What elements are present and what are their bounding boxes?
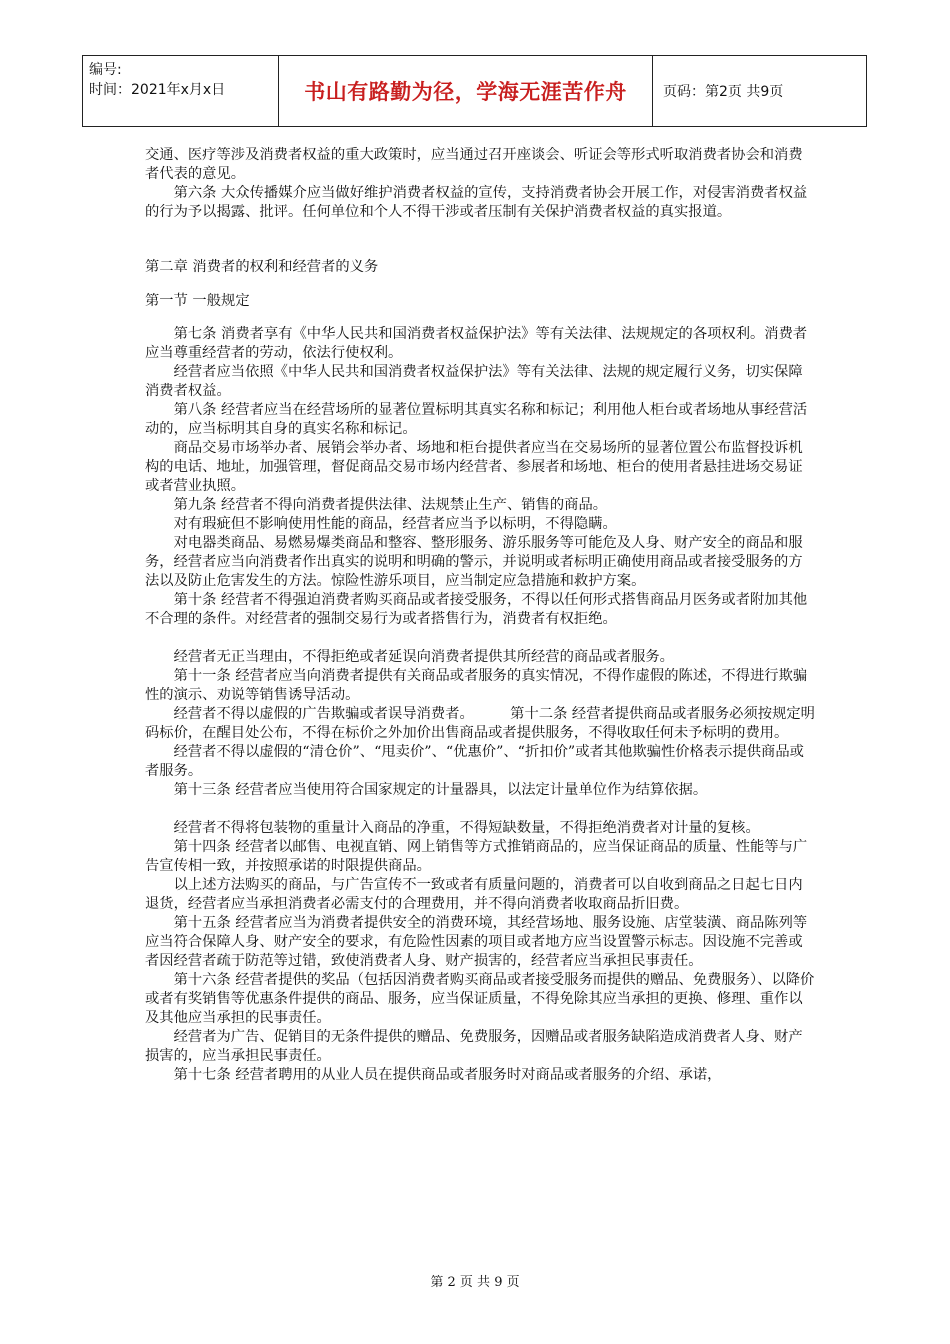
paragraph: 交通、医疗等涉及消费者权益的重大政策时，应当通过召开座谈会、听证会等形式听取消费者协会和消费者代表的意见。 (145, 147, 803, 182)
paragraph: 第十五条 经营者应当为消费者提供安全的消费环境，其经营场地、服务设施、店堂装潢、商品陈列等应当符合保障人身、财产安全的要求，有危险性因素的项目或者地方应当设置警示标志。因设施不完善或者因经营者疏于防范等过错，致使消费者人身、财产损害的，经营者应当承担民事责任。 (145, 915, 808, 969)
paragraph: 对有瑕疵但不影响使用性能的商品，经营者应当予以标明，不得隐瞒。 (173, 516, 617, 532)
paragraph: 第十三条 经营者应当使用符合国家规定的计量器具，以法定计量单位作为结算依据。 (173, 782, 708, 798)
paragraph: 第十条 经营者不得强迫消费者购买商品或者接受服务，不得以任何形式搭售商品月医务或者附加其他不合理的条件。对经营者的强制交易行为或者搭售行为，消费者有权拒绝。 (145, 592, 808, 627)
paragraph: 经营者不得将包装物的重量计入商品的净重，不得短缺数量，不得拒绝消费者对计量的复核。 (173, 820, 760, 836)
paragraph: 第六条 大众传播媒介应当做好维护消费者权益的宣传，支持消费者协会开展工作，对侵害消费者权益的行为予以揭露、批评。任何单位和个人不得干涉或者压制有关保护消费者权益的真实报道。 (145, 185, 808, 220)
header-meta (83, 56, 279, 126)
page-footer: 第 2 页 共 9 页 (430, 1275, 520, 1290)
paragraph: 经营者应当依照《中华人民共和国消费者权益保护法》等有关法律、法规的规定履行义务，切实保障消费者权益。 (145, 364, 803, 399)
paragraph: 第八条 经营者应当在经营场所的显著位置标明其真实名称和标记；利用他人柜台或者场地从事经营活动的，应当标明其自身的真实名称和标记。 (145, 402, 808, 437)
paragraph: 经营者无正当理由，不得拒绝或者延误向消费者提供其所经营的商品或者服务。 (173, 649, 674, 665)
paragraph: 以上述方法购买的商品，与广告宣传不一致或者有质量问题的，消费者可以自收到商品之日起七日内退货，经营者应当承担消费者必需支付的合理费用，并不得向消费者收取商品折旧费。 (145, 877, 803, 912)
section-heading: 第二章 消费者的权利和经营者的义务 (145, 259, 379, 275)
paragraph: 第九条 经营者不得向消费者提供法律、法规禁止生产、销售的商品。 (173, 497, 608, 513)
header-motto: 书山有路勤为径，学海无涯苦作舟 (279, 56, 653, 126)
paragraph: 对电器类商品、易燃易爆类商品和整容、整形服务、游乐服务等可能危及人身、财产安全的商品和服务，经营者应当向消费者作出真实的说明和明确的警示，并说明或者标明正确使用商品或者接受服务的方法以及防止危害发生的方法。惊险性游乐项目，应当制定应急措施和救护方案。 (145, 535, 803, 589)
paragraph: 经营者不得以虚假的“清仓价”、“甩卖价”、“优惠价”、“折扣价”或者其他欺骗性价格表示提供商品或者服务。 (145, 744, 804, 779)
paragraph: 经营者不得以虚假的广告欺骗或者误导消费者。 第十二条 经营者提供商品或者服务必须按规定明码标价，在醒目处公布，不得在标价之外加价出售商品或者提供服务，不得收取任何未予标明的费用。 (145, 706, 815, 741)
header-page-info: 页码：第2页 共9页 (663, 84, 784, 100)
paragraph: 第十四条 经营者以邮售、电视直销、网上销售等方式推销商品的，应当保证商品的质量、性能等与广告宣传相一致，并按照承诺的时限提供商品。 (145, 839, 808, 874)
paragraph: 第十七条 经营者聘用的从业人员在提供商品或者服务时对商品或者服务的介绍、承诺， (173, 1067, 722, 1083)
paragraph: 第七条 消费者享有《中华人民共和国消费者权益保护法》等有关法律、法规规定的各项权利。消费者应当尊重经营者的劳动，依法行使权利。 (145, 326, 808, 361)
header-table (82, 55, 867, 127)
paragraph: 第十六条 经营者提供的奖品（包括因消费者购买商品或者接受服务而提供的赠品、免费服务）、以降价或者有奖销售等优惠条件提供的商品、服务，应当保证质量，不得免除其应当承担的更换、修理、重作以及其他应当承担的民事责任。 (145, 972, 815, 1026)
time-label: 时间：2021年x月x日 (89, 82, 226, 98)
number-label: 编号: (89, 62, 122, 78)
paragraph: 第十一条 经营者应当向消费者提供有关商品或者服务的真实情况，不得作虚假的陈述，不得进行欺骗性的演示、劝说等销售诱导活动。 (145, 668, 808, 703)
section-heading: 第一节 一般规定 (145, 293, 250, 309)
paragraph: 商品交易市场举办者、展销会举办者、场地和柜台提供者应当在交易场所的显著位置公布监督投诉机构的电话、地址，加强管理，督促商品交易市场内经营者、参展者和场地、柜台的使用者悬挂进场交易证或者营业执照。 (145, 440, 803, 494)
document-body (145, 146, 815, 1085)
paragraph: 经营者为广告、促销目的无条件提供的赠品、免费服务，因赠品或者服务缺陷造成消费者人身、财产损害的，应当承担民事责任。 (145, 1029, 803, 1064)
